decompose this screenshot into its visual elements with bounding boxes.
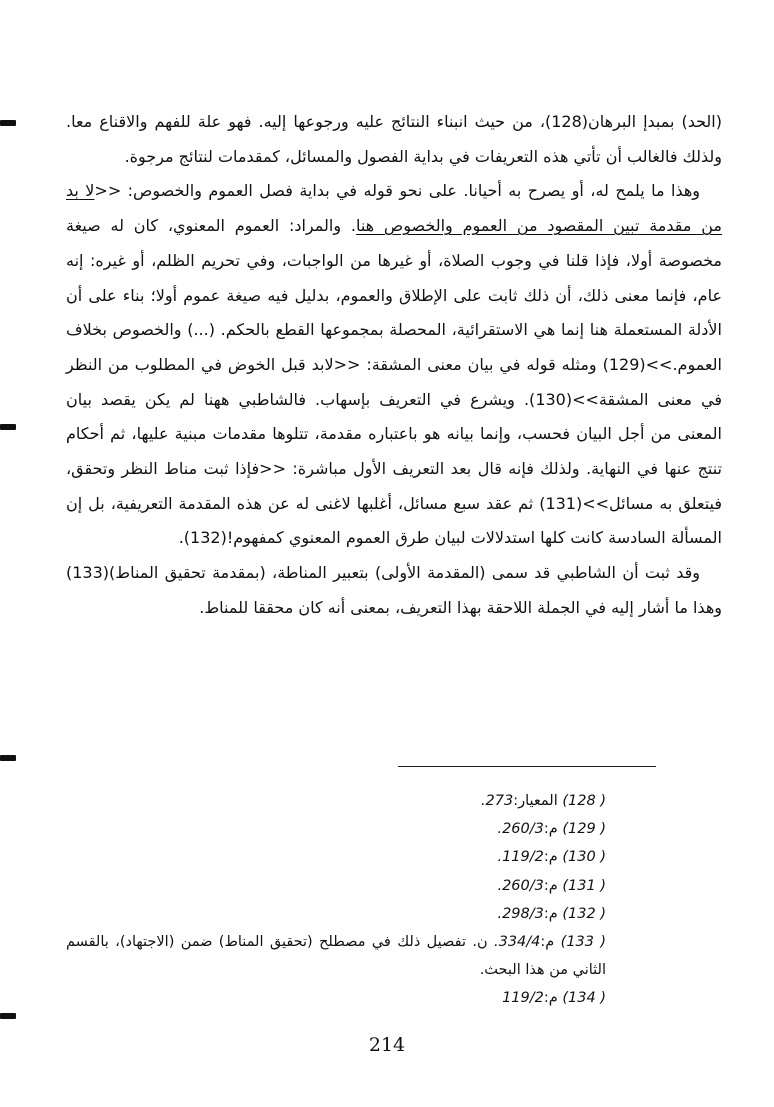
page-number: 214: [368, 1034, 406, 1056]
footnote: ( 131) م:260/3.: [497, 877, 606, 894]
paragraph-3: وقد ثبت أن الشاطبي قد سمى (المقدمة الأولى) بتعبير المناطة، (بمقدمة تحقيق المناط)(133) وهذا ما أشار إليه في الجملة اللاحقة بهذا التعريف، بمعنى أنه كان محققا للمناط.: [66, 563, 722, 617]
page-edge-mark: [0, 1013, 16, 1019]
footnote: ( 130) م:119/2.: [497, 849, 606, 866]
underlined-quote: لا بد من مقدمة تبين المقصود من العموم والخصوص هنا: [66, 181, 722, 236]
page-edge-mark: [0, 424, 16, 430]
paragraph-2-intro: وهذا ما يلمح له، أو يصرح به أحيانا. على نحو قوله في بداية فصل العموم والخصوص: <<: [94, 181, 701, 201]
footnotes: [66, 787, 722, 1013]
page-edge-mark: [0, 755, 16, 761]
footnote: ( 133) م:334/4. ن. تفصيل ذلك في مصطلح (تحقيق المناط) ضمن (الاجتهاد)، بالقسم الثاني من هذا البحث.: [66, 934, 607, 979]
body-text: [66, 105, 722, 626]
paragraph-2-rest: . والمراد: العموم المعنوي، كان له صيغة مخصوصة أولا، فإذا قلنا في وجوب الصلاة، أو غيرها من الواجبات، وفي تحريم الظلم، أو غيره: إنه عام، فإنما معنى ذلك، أن ذلك ثابت على الإطلاق والعموم، بدليل فيه صيغة عموم أولا؛ بناء على أن الأدلة المستعملة هنا إنما هي الاستقرائية، المحصلة بمجموعها القطع بالحكم. (...) والخصوص بخلاف العموم.>>(129) ومثله قوله في بيان معنى المشقة: <<لابد قبل الخوض في المطلوب من النظر في معنى المشقة>>(130). ويشرع في التعريف بإسهاب. فالشاطبي ههنا لم يكن يقصد بيان المعنى من أجل البيان فحسب، وإنما بيانه هو باعتباره مقدمة، تتلوها مقدمات مبنية عليها، ثم أحكام تنتج عنها في النهاية. ولذلك فإنه قال بعد التعريف الأول مباشرة: <<فإذا ثبت مناط النظر وتحقق، فيتعلق به مسائل>>(131) ثم عقد سبع مسائل، أغلبها لاغنى له عن هذه المقدمة التعريفية، بل إن المسألة السادسة كانت كلها استدلالات لبيان طرق العموم المعنوي كمفهوم!(132).: [66, 216, 722, 548]
paragraph-2: [66, 174, 722, 556]
page-edge-mark: [0, 120, 16, 126]
footnote: ( 128) المعيار:273.: [480, 793, 606, 809]
footnote-separator: [398, 766, 656, 767]
paragraph-1: (الحد) بمبدإ البرهان(128)، من حيث انبناء النتائج عليه ورجوعها إليه. فهو علة للفهم والاقناع معا. ولذلك فالغالب أن تأتي هذه التعريفات في بداية الفصول والمسائل، كمقدمات لنتائج مرجوة.: [66, 112, 722, 166]
footnote: ( 134) م:119/2: [502, 990, 606, 1007]
footnote: ( 129) م:260/3.: [497, 821, 606, 838]
footnote: ( 132) م:298/3.: [497, 905, 606, 922]
